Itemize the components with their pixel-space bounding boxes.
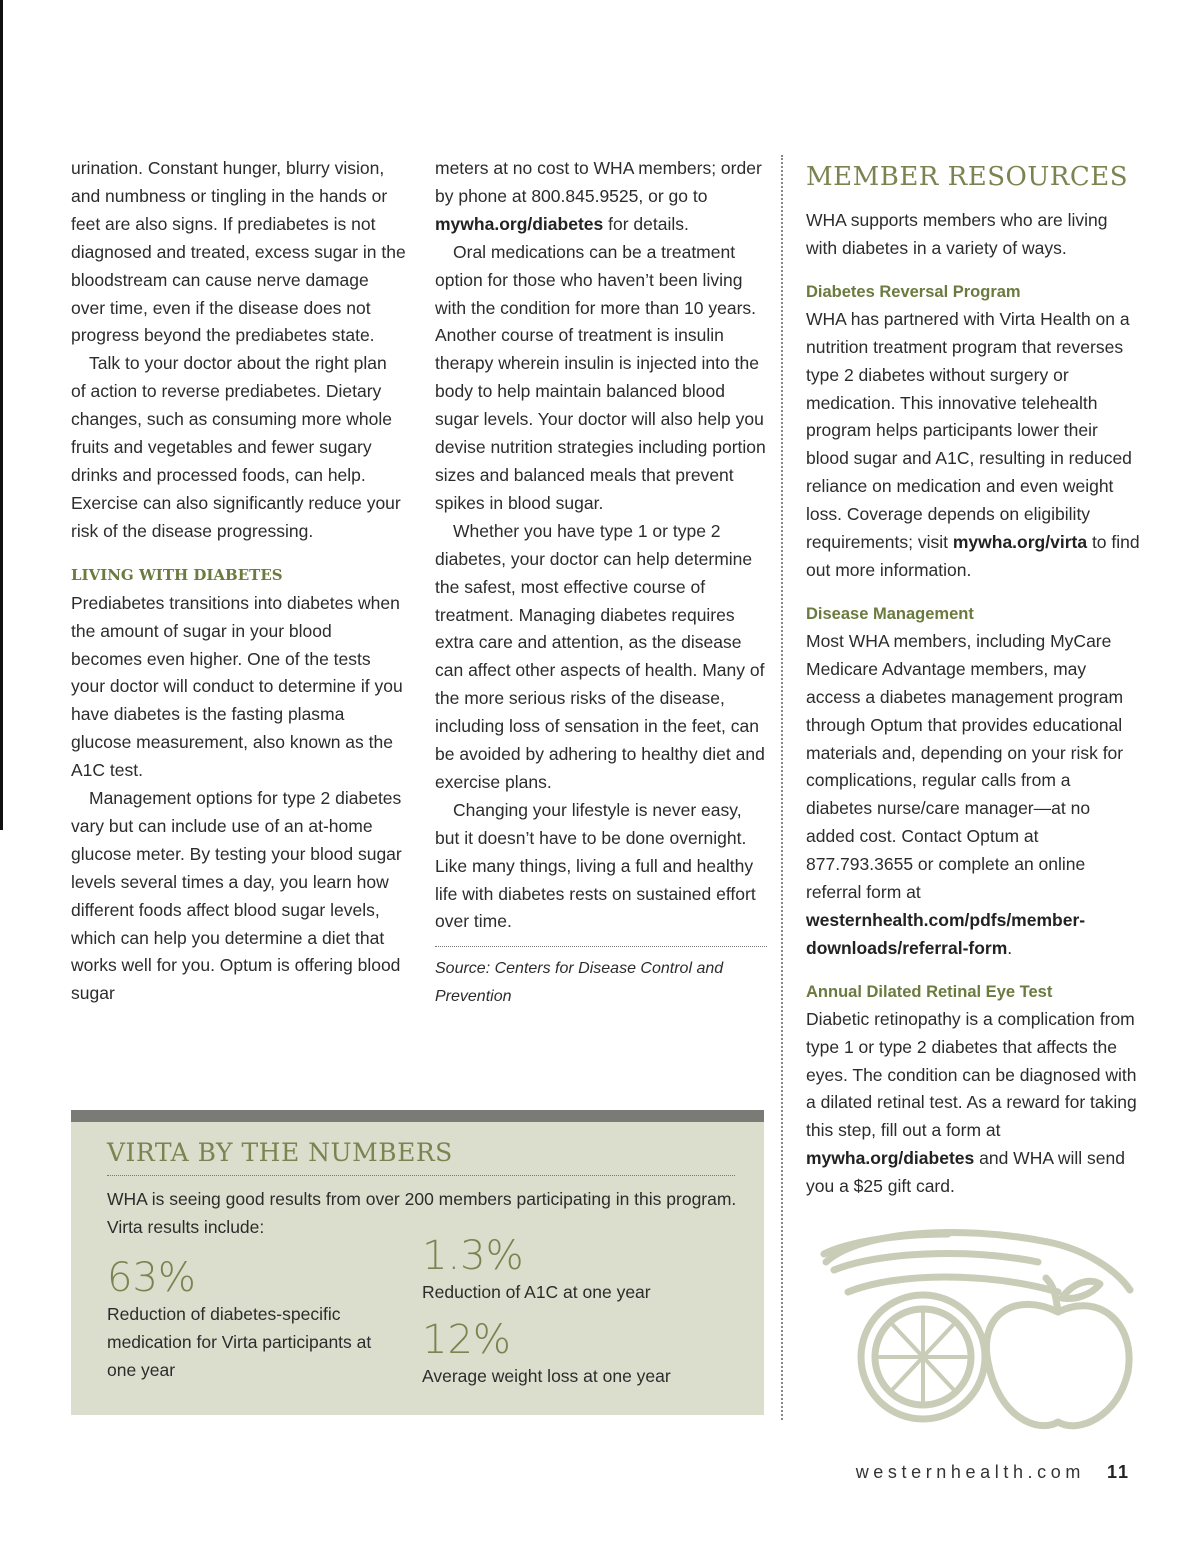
virta-box-title: VIRTA BY THE NUMBERS <box>107 1138 735 1176</box>
management-tail: . <box>1007 937 1013 958</box>
col2-p1-text: meters at no cost to WHA members; order by phone at 800.845.9525, or go to <box>435 158 762 206</box>
stat-label: Average weight loss at one year <box>422 1366 671 1386</box>
col1-paragraph-4: Management options for type 2 diabetes vary but can include use of an at-home glucose meter. By testing your blood sugar levels several times a day, you learn how different foods affect blood sugar levels, which can help you determine a diet that works well for you. Optum is offering blood sugar <box>71 788 402 1004</box>
virta-box-intro: WHA is seeing good results from over 200 members participating in this program. Virta results include: <box>107 1189 737 1237</box>
source-note: Source: Centers for Disease Control and Prevention <box>435 960 724 1006</box>
stat-weight-loss <box>422 1318 742 1390</box>
binding-edge <box>0 0 3 830</box>
page-footer <box>856 1462 1130 1483</box>
col2-paragraph-1 <box>435 155 767 239</box>
article-column-1 <box>71 155 406 1008</box>
fruit-illustration-icon <box>818 1212 1138 1432</box>
footer-website: westernhealth.com <box>855 1462 1085 1482</box>
eye-test-heading: Annual Dilated Retinal Eye Test <box>806 982 1053 1001</box>
reversal-program-heading: Diabetes Reversal Program <box>806 282 1021 301</box>
col2-paragraph-2: Oral medications can be a treatment option for those who haven’t been living with the condition for more than 10 years. Another course of treatment is insulin therapy wherein insulin is injected into the body to help maintain balanced blood sugar levels. Your doctor will also help you devise nutrition strategies including portion sizes and balanced meals that prevent spikes in blood sugar. <box>435 241 766 513</box>
member-resources-sidebar <box>806 155 1141 1201</box>
resources-intro: WHA supports members who are living with diabetes in a variety of ways. <box>806 210 1108 258</box>
col1-paragraph-2: Talk to your doctor about the right plan of action to reverse prediabetes. Dietary changes, such as consuming more whole fruits and vegetables and fewer sugary drinks and processed foods, can help. Exercise can also significantly reduce your risk of the disease progressing. <box>71 353 401 541</box>
virta-by-the-numbers-box <box>71 1122 764 1415</box>
virta-box-top-bar <box>71 1110 764 1122</box>
stat-label: Reduction of diabetes-specific medication for Virta participants at one year <box>107 1304 372 1380</box>
eye-test-tail: and WHA will send you a $25 gift card. <box>806 1148 1126 1197</box>
col2-paragraph-4: Changing your lifestyle is never easy, but it doesn’t have to be done overnight. Like many things, living a full and healthy life with diabetes rests on sustained effort over time. <box>435 799 756 932</box>
stat-value: 63% <box>107 1255 196 1301</box>
stat-medication-reduction <box>107 1256 397 1384</box>
reversal-text: WHA has partnered with Virta Health on a nutrition treatment program that reverses type 2 diabetes without surgery or medication. This innovative telehealth program helps participants lower their blood sugar and A1C, resulting in reduced reliance on medication and even weight loss. Coverage depends on eligibility requirements; visit <box>806 308 1132 553</box>
column-divider <box>781 155 783 1420</box>
management-text: Most WHA members, including MyCare Medicare Advantage members, may access a diabetes management program through Optum that provides educational materials and, depending on your risk for complications, regular calls from a diabetes nurse/care manager—at no added cost. Contact Optum at 877.793.3655 or complete an online referral form at <box>806 630 1124 903</box>
eye-test-body: Diabetic retinopathy is a complication from type 1 or type 2 diabetes that affects the eyes. The condition can be diagnosed with a dilated retinal test. As a reward for taking this step, fill out a form at <box>806 1008 1137 1141</box>
member-resources-title: MEMBER RESOURCES <box>806 162 1129 192</box>
page-number: 11 <box>1106 1462 1130 1482</box>
reversal-program-text <box>806 306 1141 585</box>
article-column-2 <box>435 155 767 1011</box>
living-with-diabetes-heading: LIVING WITH DIABETES <box>71 565 283 584</box>
referral-form-link[interactable]: westernhealth.com/pdfs/member-downloads/referral-form <box>806 909 1086 958</box>
col1-paragraph-1: urination. Constant hunger, blurry vision, and numbness or tingling in the hands or feet are also signs. If prediabetes is not diagnosed and treated, excess sugar in the bloodstream can cause nerve damage over time, even if the disease does not progress beyond the prediabetes state. <box>71 158 406 346</box>
virta-link[interactable]: mywha.org/virta <box>952 532 1088 553</box>
eye-test-diabetes-link[interactable]: mywha.org/diabetes <box>806 1148 975 1169</box>
col1-paragraph-3: Prediabetes transitions into diabetes when the amount of sugar in your blood becomes even higher. One of the tests your doctor will conduct to determine if you have diabetes is the fasting plasma glucose measurement, also known as the A1C test. <box>71 592 403 781</box>
stat-label: Reduction of A1C at one year <box>422 1282 651 1302</box>
disease-management-heading: Disease Management <box>806 604 974 623</box>
stat-value: 12% <box>422 1317 511 1363</box>
disease-management-text <box>806 628 1141 963</box>
diabetes-link[interactable]: mywha.org/diabetes <box>435 213 604 234</box>
col2-p1-tail: for details. <box>603 213 689 234</box>
eye-test-text <box>806 1006 1141 1201</box>
col2-paragraph-3: Whether you have type 1 or type 2 diabetes, your doctor can help determine the safest, most effective course of treatment. Managing diabetes requires extra care and attention, as the disease can affect other aspects of health. Many of the more serious risks of the disease, including loss of sensation in the feet, can be avoided by adhering to healthy diet and exercise plans. <box>435 520 765 792</box>
stat-a1c-reduction <box>422 1234 742 1306</box>
reversal-tail: to find out more information. <box>806 532 1140 580</box>
stat-value: 1.3% <box>422 1233 524 1279</box>
source-divider <box>435 946 767 947</box>
